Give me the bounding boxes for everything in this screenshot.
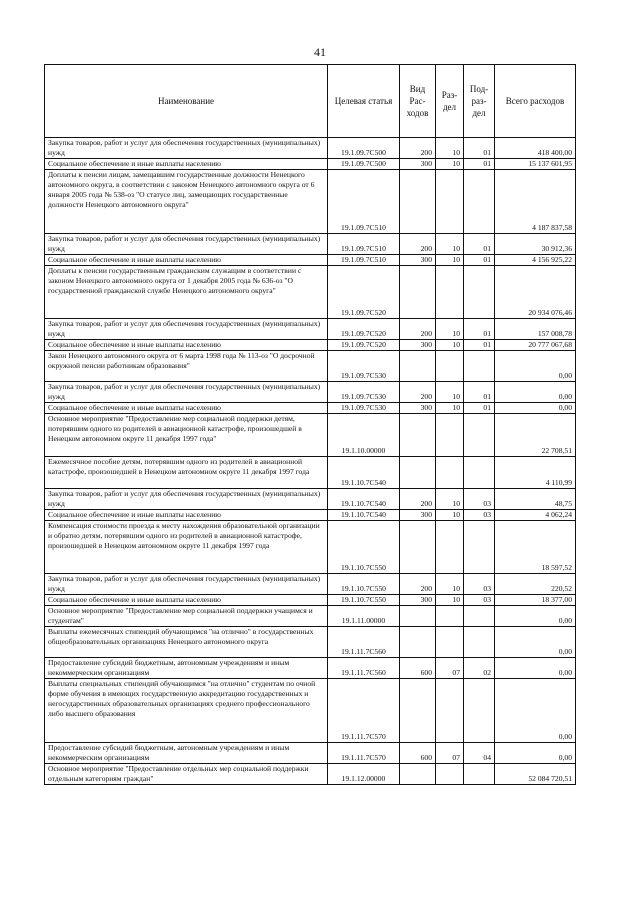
row-name-cell: Социальное обеспечение и иные выплаты населению bbox=[45, 403, 328, 414]
row-total-cell: 0,00 bbox=[495, 382, 576, 403]
row-total-cell: 418 400,00 bbox=[495, 138, 576, 159]
row-subsection-cell: 01 bbox=[464, 234, 495, 255]
row-subsection-cell: 03 bbox=[464, 510, 495, 521]
table-row bbox=[45, 266, 576, 319]
row-subsection-cell bbox=[464, 266, 495, 319]
table-row bbox=[45, 340, 576, 351]
row-name-cell: Основное мероприятие "Предоставление отдельных мер социальной поддержки отдельным категориям граждан" bbox=[45, 764, 328, 785]
table-row bbox=[45, 457, 576, 489]
row-total-cell: 30 912,36 bbox=[495, 234, 576, 255]
header-subsection: Под- раз- дел bbox=[464, 65, 495, 138]
header-name: Наименование bbox=[45, 65, 328, 138]
row-target-article-cell: 19.1.09.7С520 bbox=[328, 266, 400, 319]
row-expense-kind-cell: 300 bbox=[400, 159, 436, 170]
row-name-cell: Доплаты к пенсии лицам, замещавшим государственные должности Ненецкого автономного округа, в соответствии с законом Ненецкого автономного округа от 6 января 2005 года № 538-оз "О статусе лиц, замещающих государственные должности Ненецкого автономного округа" bbox=[45, 170, 328, 234]
row-subsection-cell bbox=[464, 606, 495, 627]
row-subsection-cell: 01 bbox=[464, 159, 495, 170]
row-total-cell: 0,00 bbox=[495, 403, 576, 414]
row-section-cell: 10 bbox=[436, 510, 464, 521]
row-subsection-cell: 02 bbox=[464, 658, 495, 679]
row-section-cell: 10 bbox=[436, 574, 464, 595]
row-expense-kind-cell bbox=[400, 627, 436, 658]
row-total-cell: 0,00 bbox=[495, 351, 576, 382]
row-total-cell: 0,00 bbox=[495, 679, 576, 743]
table-row bbox=[45, 510, 576, 521]
row-target-article-cell: 19.1.09.7С530 bbox=[328, 351, 400, 382]
table-row bbox=[45, 403, 576, 414]
row-subsection-cell: 01 bbox=[464, 319, 495, 340]
row-expense-kind-cell: 300 bbox=[400, 255, 436, 266]
row-target-article-cell: 19.1.09.7С500 bbox=[328, 159, 400, 170]
row-total-cell: 15 137 601,95 bbox=[495, 159, 576, 170]
row-expense-kind-cell: 600 bbox=[400, 743, 436, 764]
row-expense-kind-cell: 300 bbox=[400, 595, 436, 606]
row-total-cell: 48,75 bbox=[495, 489, 576, 510]
row-expense-kind-cell: 600 bbox=[400, 658, 436, 679]
row-target-article-cell: 19.1.11.00000 bbox=[328, 606, 400, 627]
row-expense-kind-cell bbox=[400, 170, 436, 234]
row-target-article-cell: 19.1.09.7С530 bbox=[328, 403, 400, 414]
row-subsection-cell bbox=[464, 457, 495, 489]
row-expense-kind-cell: 200 bbox=[400, 234, 436, 255]
table-row bbox=[45, 658, 576, 679]
row-expense-kind-cell: 200 bbox=[400, 382, 436, 403]
row-expense-kind-cell: 200 bbox=[400, 489, 436, 510]
row-name-cell: Ежемесячное пособие детям, потерявшим одного из родителей в авиационной катастрофе, произошедшей в Ненецком автономном округе 11 декабря 1997 года bbox=[45, 457, 328, 489]
row-name-cell: Социальное обеспечение и иные выплаты населению bbox=[45, 340, 328, 351]
row-total-cell: 52 084 720,51 bbox=[495, 764, 576, 785]
row-target-article-cell: 19.1.09.7С510 bbox=[328, 234, 400, 255]
row-subsection-cell: 04 bbox=[464, 743, 495, 764]
row-name-cell: Закупка товаров, работ и услуг для обеспечения государственных (муниципальных) нужд bbox=[45, 574, 328, 595]
table-row bbox=[45, 414, 576, 457]
row-section-cell bbox=[436, 457, 464, 489]
header-section: Раз- дел bbox=[436, 65, 464, 138]
row-name-cell: Выплаты специальных стипендий обучающимся "на отлично" студентам по очной форме обучения в имеющих государственную аккредитацию государственных и негосударственных образовательных организациях среднего профессионального либо высшего образования bbox=[45, 679, 328, 743]
row-name-cell: Основное мероприятие "Предоставление мер социальной поддержки учащимся и студентам" bbox=[45, 606, 328, 627]
row-target-article-cell: 19.1.10.7С550 bbox=[328, 574, 400, 595]
row-section-cell: 10 bbox=[436, 255, 464, 266]
row-target-article-cell: 19.1.11.7С560 bbox=[328, 658, 400, 679]
row-name-cell: Закупка товаров, работ и услуг для обеспечения государственных (муниципальных) нужд bbox=[45, 234, 328, 255]
row-subsection-cell bbox=[464, 170, 495, 234]
row-expense-kind-cell bbox=[400, 521, 436, 574]
row-section-cell: 10 bbox=[436, 403, 464, 414]
row-target-article-cell: 19.1.11.7С560 bbox=[328, 627, 400, 658]
table-row bbox=[45, 234, 576, 255]
expenditure-table bbox=[44, 64, 576, 785]
header-target-article: Целевая статья bbox=[328, 65, 400, 138]
row-section-cell: 10 bbox=[436, 489, 464, 510]
row-name-cell: Социальное обеспечение и иные выплаты населению bbox=[45, 159, 328, 170]
row-subsection-cell bbox=[464, 627, 495, 658]
row-expense-kind-cell bbox=[400, 606, 436, 627]
row-target-article-cell: 19.1.09.7С520 bbox=[328, 319, 400, 340]
row-target-article-cell: 19.1.09.7С520 bbox=[328, 340, 400, 351]
row-subsection-cell: 03 bbox=[464, 595, 495, 606]
table-row bbox=[45, 606, 576, 627]
row-expense-kind-cell: 200 bbox=[400, 138, 436, 159]
table-row bbox=[45, 255, 576, 266]
row-total-cell: 4 156 925,22 bbox=[495, 255, 576, 266]
table-row bbox=[45, 170, 576, 234]
row-target-article-cell: 19.1.10.00000 bbox=[328, 414, 400, 457]
row-name-cell: Социальное обеспечение и иные выплаты населению bbox=[45, 255, 328, 266]
page-number: 41 bbox=[314, 45, 326, 59]
table-row bbox=[45, 521, 576, 574]
row-section-cell: 10 bbox=[436, 138, 464, 159]
row-section-cell bbox=[436, 170, 464, 234]
row-section-cell: 10 bbox=[436, 382, 464, 403]
row-subsection-cell bbox=[464, 764, 495, 785]
row-total-cell: 18 377,00 bbox=[495, 595, 576, 606]
row-subsection-cell: 01 bbox=[464, 255, 495, 266]
row-expense-kind-cell bbox=[400, 266, 436, 319]
row-target-article-cell: 19.1.12.00000 bbox=[328, 764, 400, 785]
row-subsection-cell: 03 bbox=[464, 489, 495, 510]
row-name-cell: Основное мероприятие "Предоставление мер социальной поддержки детям, потерявшим одного из родителей в авиационной катастрофе, произошедшей в Ненецком автономном округе 11 декабря 1997 года" bbox=[45, 414, 328, 457]
row-subsection-cell bbox=[464, 521, 495, 574]
row-total-cell: 220,52 bbox=[495, 574, 576, 595]
row-name-cell: Предоставление субсидий бюджетным, автономным учреждениям и иным некоммерческим организациям bbox=[45, 658, 328, 679]
row-name-cell: Компенсация стоимости проезда к месту нахождения образовательной организации и обратно детям, потерявшим одного из родителей в авиационной катастрофе, произошедшей в Ненецком автономном округе 11 декабря 1997 года bbox=[45, 521, 328, 574]
row-target-article-cell: 19.1.11.7С570 bbox=[328, 743, 400, 764]
row-name-cell: Закупка товаров, работ и услуг для обеспечения государственных (муниципальных) нужд bbox=[45, 382, 328, 403]
row-subsection-cell: 03 bbox=[464, 574, 495, 595]
row-expense-kind-cell: 200 bbox=[400, 319, 436, 340]
row-target-article-cell: 19.1.11.7С570 bbox=[328, 679, 400, 743]
table-row bbox=[45, 351, 576, 382]
row-total-cell: 0,00 bbox=[495, 658, 576, 679]
row-subsection-cell: 01 bbox=[464, 403, 495, 414]
row-target-article-cell: 19.1.10.7С540 bbox=[328, 457, 400, 489]
row-expense-kind-cell: 300 bbox=[400, 403, 436, 414]
table-row bbox=[45, 138, 576, 159]
row-total-cell: 4 062,24 bbox=[495, 510, 576, 521]
row-name-cell: Закупка товаров, работ и услуг для обеспечения государственных (муниципальных) нужд bbox=[45, 319, 328, 340]
row-total-cell: 20 934 076,46 bbox=[495, 266, 576, 319]
row-name-cell: Социальное обеспечение и иные выплаты населению bbox=[45, 510, 328, 521]
row-total-cell: 18 597,52 bbox=[495, 521, 576, 574]
row-section-cell bbox=[436, 414, 464, 457]
row-section-cell bbox=[436, 351, 464, 382]
row-target-article-cell: 19.1.10.7С540 bbox=[328, 510, 400, 521]
row-section-cell bbox=[436, 627, 464, 658]
row-expense-kind-cell: 300 bbox=[400, 510, 436, 521]
row-total-cell: 0,00 bbox=[495, 627, 576, 658]
row-section-cell: 10 bbox=[436, 234, 464, 255]
row-target-article-cell: 19.1.09.7С510 bbox=[328, 255, 400, 266]
row-name-cell: Закупка товаров, работ и услуг для обеспечения государственных (муниципальных) нужд bbox=[45, 489, 328, 510]
row-total-cell: 4 187 837,58 bbox=[495, 170, 576, 234]
row-expense-kind-cell bbox=[400, 414, 436, 457]
row-section-cell: 07 bbox=[436, 743, 464, 764]
row-total-cell: 4 110,99 bbox=[495, 457, 576, 489]
row-subsection-cell: 01 bbox=[464, 382, 495, 403]
row-subsection-cell bbox=[464, 414, 495, 457]
row-name-cell: Закупка товаров, работ и услуг для обеспечения государственных (муниципальных) нужд bbox=[45, 138, 328, 159]
row-expense-kind-cell bbox=[400, 457, 436, 489]
row-name-cell: Социальное обеспечение и иные выплаты населению bbox=[45, 595, 328, 606]
table-row bbox=[45, 679, 576, 743]
row-name-cell: Выплаты ежемесячных стипендий обучающимся "на отлично" в государственных общеобразовательных организациях Ненецкого автономного округа bbox=[45, 627, 328, 658]
row-section-cell: 10 bbox=[436, 319, 464, 340]
row-section-cell bbox=[436, 679, 464, 743]
table-row bbox=[45, 382, 576, 403]
row-section-cell bbox=[436, 521, 464, 574]
table-row bbox=[45, 627, 576, 658]
row-total-cell: 20 777 067,68 bbox=[495, 340, 576, 351]
table-header-row bbox=[45, 65, 576, 138]
table-row bbox=[45, 743, 576, 764]
table-row bbox=[45, 764, 576, 785]
row-section-cell bbox=[436, 764, 464, 785]
row-target-article-cell: 19.1.09.7С530 bbox=[328, 382, 400, 403]
row-target-article-cell: 19.1.10.7С550 bbox=[328, 595, 400, 606]
row-target-article-cell: 19.1.10.7С550 bbox=[328, 521, 400, 574]
row-section-cell: 10 bbox=[436, 159, 464, 170]
row-section-cell bbox=[436, 266, 464, 319]
table-row bbox=[45, 574, 576, 595]
row-target-article-cell: 19.1.09.7С500 bbox=[328, 138, 400, 159]
row-name-cell: Предоставление субсидий бюджетным, автономным учреждениям и иным некоммерческим организациям bbox=[45, 743, 328, 764]
row-total-cell: 0,00 bbox=[495, 606, 576, 627]
row-section-cell: 07 bbox=[436, 658, 464, 679]
table-row bbox=[45, 319, 576, 340]
header-total: Всего расходов bbox=[495, 65, 576, 138]
row-subsection-cell: 01 bbox=[464, 340, 495, 351]
table-row bbox=[45, 595, 576, 606]
row-total-cell: 157 008,78 bbox=[495, 319, 576, 340]
row-name-cell: Закон Ненецкого автономного округа от 6 марта 1998 года № 113-оз "О досрочной окружной пенсии работникам образования" bbox=[45, 351, 328, 382]
row-subsection-cell bbox=[464, 679, 495, 743]
row-target-article-cell: 19.1.10.7С540 bbox=[328, 489, 400, 510]
header-expense-kind: Вид Рас- ходов bbox=[400, 65, 436, 138]
row-subsection-cell: 01 bbox=[464, 138, 495, 159]
row-subsection-cell bbox=[464, 351, 495, 382]
row-section-cell: 10 bbox=[436, 595, 464, 606]
row-expense-kind-cell: 200 bbox=[400, 574, 436, 595]
row-expense-kind-cell bbox=[400, 764, 436, 785]
table-row bbox=[45, 159, 576, 170]
row-expense-kind-cell bbox=[400, 679, 436, 743]
row-section-cell: 10 bbox=[436, 340, 464, 351]
row-name-cell: Доплаты к пенсии государственным гражданским служащим в соответствии с законом Ненецкого автономного округа от 1 декабря 2005 года № 636-оз "О государственной гражданской службе Ненецкого автономного округа" bbox=[45, 266, 328, 319]
row-target-article-cell: 19.1.09.7С510 bbox=[328, 170, 400, 234]
row-expense-kind-cell: 300 bbox=[400, 340, 436, 351]
row-section-cell bbox=[436, 606, 464, 627]
row-expense-kind-cell bbox=[400, 351, 436, 382]
table-row bbox=[45, 489, 576, 510]
row-total-cell: 0,00 bbox=[495, 743, 576, 764]
row-total-cell: 22 708,51 bbox=[495, 414, 576, 457]
